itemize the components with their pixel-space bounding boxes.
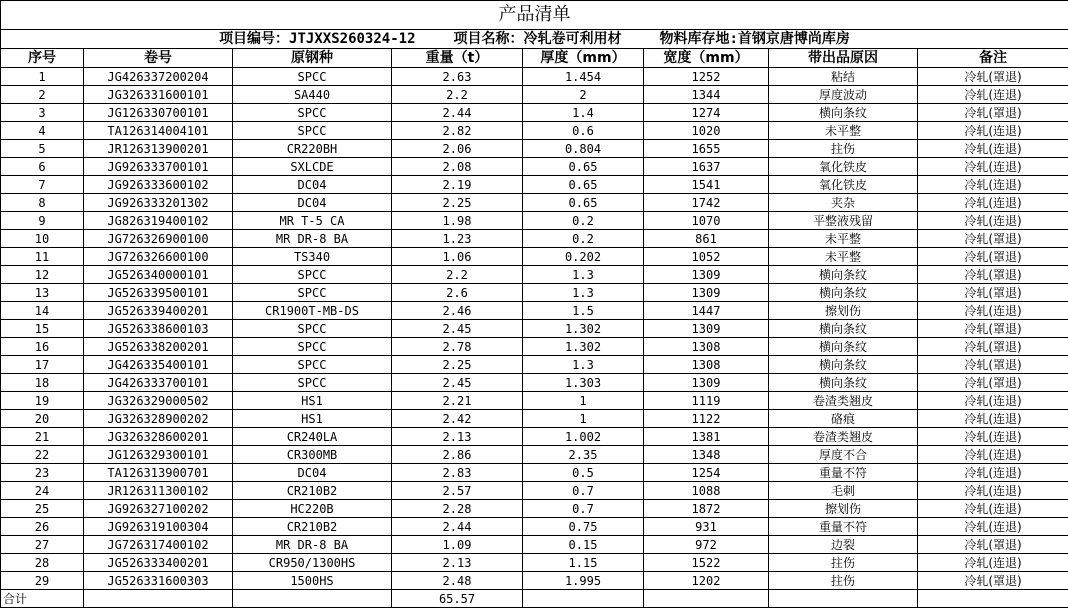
cell-weight: 1.06: [392, 248, 523, 266]
cell-remark: 冷轧(连退): [918, 212, 1068, 230]
cell-thickness: 1.3: [523, 356, 644, 374]
cell-index: 1: [1, 68, 84, 86]
col-header-index: 序号: [1, 49, 84, 68]
col-header-width: 宽度（mm）: [644, 49, 769, 68]
cell-remark: 冷轧(连退): [918, 122, 1068, 140]
cell-remark: 冷轧(连退): [918, 302, 1068, 320]
cell-index: 28: [1, 554, 84, 572]
cell-steel-grade: CR300MB: [233, 446, 392, 464]
cell-coil-no: JG726326900100: [84, 230, 233, 248]
cell-index: 14: [1, 302, 84, 320]
cell-thickness: 0.15: [523, 536, 644, 554]
cell-index: 10: [1, 230, 84, 248]
cell-remark: 冷轧(罩退): [918, 338, 1068, 356]
table-row: [1, 320, 1068, 338]
cell-weight: 2.6: [392, 284, 523, 302]
cell-index: 4: [1, 122, 84, 140]
cell-thickness: 1.3: [523, 284, 644, 302]
cell-thickness: 1.454: [523, 68, 644, 86]
table-row: [1, 392, 1068, 410]
cell-index: 2: [1, 86, 84, 104]
cell-coil-no: TA126314004101: [84, 122, 233, 140]
cell-weight: 2.21: [392, 392, 523, 410]
cell-remark: 冷轧(罩退): [918, 284, 1068, 302]
cell-steel-grade: SPCC: [233, 320, 392, 338]
cell-reason: 擦划伤: [769, 500, 918, 518]
total-empty-cell: [84, 590, 233, 608]
cell-steel-grade: CR1900T-MB-DS: [233, 302, 392, 320]
cell-thickness: 0.65: [523, 158, 644, 176]
cell-remark: 冷轧(罩退): [918, 104, 1068, 122]
cell-reason: 氧化铁皮: [769, 176, 918, 194]
table-row: [1, 248, 1068, 266]
cell-index: 13: [1, 284, 84, 302]
cell-width: 1655: [644, 140, 769, 158]
cell-remark: 冷轧(连退): [918, 554, 1068, 572]
table-row: [1, 122, 1068, 140]
table-row: [1, 140, 1068, 158]
cell-reason: 未平整: [769, 122, 918, 140]
cell-reason: 拄伤: [769, 572, 918, 590]
cell-steel-grade: CR210B2: [233, 482, 392, 500]
cell-remark: 冷轧(连退): [918, 158, 1068, 176]
cell-index: 22: [1, 446, 84, 464]
cell-index: 11: [1, 248, 84, 266]
table-row: [1, 194, 1068, 212]
cell-width: 861: [644, 230, 769, 248]
cell-coil-no: JG726326600100: [84, 248, 233, 266]
cell-remark: 冷轧(罩退): [918, 68, 1068, 86]
cell-steel-grade: DC04: [233, 464, 392, 482]
cell-steel-grade: MR DR-8 BA: [233, 536, 392, 554]
cell-weight: 2.86: [392, 446, 523, 464]
cell-thickness: 1.15: [523, 554, 644, 572]
cell-remark: 冷轧(连退): [918, 518, 1068, 536]
table-row: [1, 338, 1068, 356]
cell-reason: 边裂: [769, 536, 918, 554]
cell-width: 931: [644, 518, 769, 536]
cell-width: 1309: [644, 284, 769, 302]
cell-weight: 2.19: [392, 176, 523, 194]
cell-weight: 2.25: [392, 356, 523, 374]
cell-weight: 2.78: [392, 338, 523, 356]
cell-coil-no: JG526331600303: [84, 572, 233, 590]
cell-steel-grade: HS1: [233, 392, 392, 410]
cell-width: 1344: [644, 86, 769, 104]
table-row: [1, 212, 1068, 230]
cell-coil-no: JR126311300102: [84, 482, 233, 500]
cell-steel-grade: SA440: [233, 86, 392, 104]
cell-width: 1348: [644, 446, 769, 464]
cell-thickness: 0.75: [523, 518, 644, 536]
cell-remark: 冷轧(罩退): [918, 374, 1068, 392]
cell-width: 1309: [644, 374, 769, 392]
cell-width: 1522: [644, 554, 769, 572]
cell-width: 1742: [644, 194, 769, 212]
storage-location: 物料库存地:首钢京唐博尚库房: [660, 31, 850, 47]
cell-coil-no: JG926327100202: [84, 500, 233, 518]
cell-steel-grade: DC04: [233, 176, 392, 194]
cell-thickness: 1.302: [523, 320, 644, 338]
cell-reason: 卷渣类翘皮: [769, 392, 918, 410]
cell-reason: 未平整: [769, 230, 918, 248]
cell-weight: 2.13: [392, 428, 523, 446]
cell-coil-no: JG526340000101: [84, 266, 233, 284]
cell-reason: 拄伤: [769, 140, 918, 158]
cell-weight: 2.2: [392, 266, 523, 284]
table-row: [1, 374, 1068, 392]
cell-thickness: 1.002: [523, 428, 644, 446]
cell-reason: 硌痕: [769, 410, 918, 428]
table-row: [1, 356, 1068, 374]
cell-remark: 冷轧(罩退): [918, 266, 1068, 284]
cell-reason: 卷渣类翘皮: [769, 428, 918, 446]
cell-weight: 2.48: [392, 572, 523, 590]
cell-index: 6: [1, 158, 84, 176]
cell-remark: 冷轧(罩退): [918, 230, 1068, 248]
table-row: [1, 230, 1068, 248]
cell-coil-no: JG526338600103: [84, 320, 233, 338]
table-row: [1, 104, 1068, 122]
cell-width: 1309: [644, 266, 769, 284]
cell-width: 1381: [644, 428, 769, 446]
cell-remark: 冷轧(连退): [918, 176, 1068, 194]
cell-coil-no: TA126313900701: [84, 464, 233, 482]
cell-width: 1308: [644, 356, 769, 374]
cell-coil-no: JG526333400201: [84, 554, 233, 572]
cell-index: 27: [1, 536, 84, 554]
project-number: 项目编号：JTJXXS260324-12: [219, 31, 415, 47]
cell-steel-grade: SPCC: [233, 122, 392, 140]
cell-reason: 擦划伤: [769, 302, 918, 320]
cell-width: 1088: [644, 482, 769, 500]
cell-weight: 2.25: [392, 194, 523, 212]
total-empty-cell: [918, 590, 1068, 608]
table-row: [1, 464, 1068, 482]
cell-index: 15: [1, 320, 84, 338]
cell-coil-no: JG926319100304: [84, 518, 233, 536]
table-row: [1, 410, 1068, 428]
cell-coil-no: JG526338200201: [84, 338, 233, 356]
table-row: [1, 176, 1068, 194]
total-empty-cell: [233, 590, 392, 608]
cell-index: 9: [1, 212, 84, 230]
cell-index: 17: [1, 356, 84, 374]
cell-remark: 冷轧(连退): [918, 140, 1068, 158]
cell-coil-no: JG126329300101: [84, 446, 233, 464]
cell-thickness: 2: [523, 86, 644, 104]
cell-steel-grade: SPCC: [233, 266, 392, 284]
cell-remark: 冷轧(连退): [918, 410, 1068, 428]
cell-width: 1308: [644, 338, 769, 356]
cell-thickness: 1: [523, 392, 644, 410]
table-row: [1, 86, 1068, 104]
cell-thickness: 0.2: [523, 212, 644, 230]
page-title: 产品清单: [1, 1, 1068, 30]
cell-coil-no: JG526339400201: [84, 302, 233, 320]
cell-coil-no: JG426333700101: [84, 374, 233, 392]
cell-reason: 重量不符: [769, 518, 918, 536]
cell-width: 1254: [644, 464, 769, 482]
cell-remark: 冷轧(连退): [918, 428, 1068, 446]
cell-coil-no: JG526339500101: [84, 284, 233, 302]
cell-coil-no: JG326329000502: [84, 392, 233, 410]
cell-weight: 2.44: [392, 518, 523, 536]
cell-reason: 平整液残留: [769, 212, 918, 230]
cell-width: 1119: [644, 392, 769, 410]
cell-remark: 冷轧(罩退): [918, 320, 1068, 338]
cell-index: 20: [1, 410, 84, 428]
cell-index: 24: [1, 482, 84, 500]
cell-remark: 冷轧(连退): [918, 194, 1068, 212]
cell-steel-grade: TS340: [233, 248, 392, 266]
cell-steel-grade: SPCC: [233, 356, 392, 374]
cell-index: 25: [1, 500, 84, 518]
cell-coil-no: JG326331600101: [84, 86, 233, 104]
table-row: [1, 302, 1068, 320]
col-header-remark: 备注: [918, 49, 1068, 68]
cell-reason: 横向条纹: [769, 104, 918, 122]
cell-steel-grade: CR210B2: [233, 518, 392, 536]
table-row: [1, 500, 1068, 518]
cell-thickness: 0.5: [523, 464, 644, 482]
total-label: 合计: [1, 590, 84, 608]
cell-thickness: 2.35: [523, 446, 644, 464]
cell-reason: 横向条纹: [769, 284, 918, 302]
cell-index: 18: [1, 374, 84, 392]
cell-steel-grade: SPCC: [233, 284, 392, 302]
header-row: [1, 49, 1068, 68]
cell-weight: 2.13: [392, 554, 523, 572]
cell-width: 1541: [644, 176, 769, 194]
cell-thickness: 0.7: [523, 482, 644, 500]
cell-steel-grade: CR220BH: [233, 140, 392, 158]
cell-thickness: 0.2: [523, 230, 644, 248]
cell-index: 29: [1, 572, 84, 590]
cell-width: 1020: [644, 122, 769, 140]
cell-steel-grade: SXLCDE: [233, 158, 392, 176]
cell-width: 1122: [644, 410, 769, 428]
col-header-thickness: 厚度（mm）: [523, 49, 644, 68]
cell-thickness: 0.65: [523, 194, 644, 212]
table-row: [1, 68, 1068, 86]
cell-weight: 2.42: [392, 410, 523, 428]
cell-width: 1202: [644, 572, 769, 590]
cell-steel-grade: CR950/1300HS: [233, 554, 392, 572]
cell-remark: 冷轧(罩退): [918, 356, 1068, 374]
cell-weight: 2.46: [392, 302, 523, 320]
cell-coil-no: JG326328900202: [84, 410, 233, 428]
cell-reason: 厚度波动: [769, 86, 918, 104]
cell-steel-grade: SPCC: [233, 338, 392, 356]
cell-index: 19: [1, 392, 84, 410]
cell-index: 12: [1, 266, 84, 284]
cell-weight: 2.82: [392, 122, 523, 140]
cell-reason: 横向条纹: [769, 320, 918, 338]
cell-width: 1070: [644, 212, 769, 230]
project-info-bar: [1, 30, 1068, 49]
table-row: [1, 266, 1068, 284]
table-row: [1, 158, 1068, 176]
cell-coil-no: JG426335400101: [84, 356, 233, 374]
cell-remark: 冷轧(连退): [918, 482, 1068, 500]
cell-coil-no: JR126313900201: [84, 140, 233, 158]
cell-coil-no: JG726317400102: [84, 536, 233, 554]
cell-reason: 横向条纹: [769, 374, 918, 392]
cell-reason: 横向条纹: [769, 338, 918, 356]
cell-coil-no: JG826319400102: [84, 212, 233, 230]
cell-thickness: 1.4: [523, 104, 644, 122]
cell-index: 5: [1, 140, 84, 158]
cell-reason: 未平整: [769, 248, 918, 266]
cell-thickness: 1: [523, 410, 644, 428]
cell-thickness: 1.302: [523, 338, 644, 356]
col-header-coil-no: 卷号: [84, 49, 233, 68]
cell-reason: 氧化铁皮: [769, 158, 918, 176]
cell-weight: 2.57: [392, 482, 523, 500]
table-row: [1, 428, 1068, 446]
cell-index: 21: [1, 428, 84, 446]
cell-index: 8: [1, 194, 84, 212]
cell-weight: 2.83: [392, 464, 523, 482]
cell-weight: 2.44: [392, 104, 523, 122]
cell-reason: 横向条纹: [769, 266, 918, 284]
cell-width: 1052: [644, 248, 769, 266]
cell-width: 1274: [644, 104, 769, 122]
cell-index: 16: [1, 338, 84, 356]
cell-weight: 2.45: [392, 374, 523, 392]
cell-index: 23: [1, 464, 84, 482]
cell-weight: 1.23: [392, 230, 523, 248]
cell-index: 26: [1, 518, 84, 536]
cell-weight: 1.98: [392, 212, 523, 230]
cell-reason: 夹杂: [769, 194, 918, 212]
cell-steel-grade: SPCC: [233, 374, 392, 392]
cell-width: 1637: [644, 158, 769, 176]
table-row: [1, 482, 1068, 500]
cell-coil-no: JG926333600102: [84, 176, 233, 194]
cell-weight: 1.09: [392, 536, 523, 554]
cell-width: 1252: [644, 68, 769, 86]
cell-steel-grade: 1500HS: [233, 572, 392, 590]
cell-steel-grade: HS1: [233, 410, 392, 428]
table-row: [1, 536, 1068, 554]
cell-steel-grade: SPCC: [233, 68, 392, 86]
table-row: [1, 572, 1068, 590]
total-empty-cell: [644, 590, 769, 608]
cell-remark: 冷轧(罩退): [918, 572, 1068, 590]
total-row: [1, 590, 1068, 608]
cell-coil-no: JG426337200204: [84, 68, 233, 86]
cell-thickness: 0.804: [523, 140, 644, 158]
cell-remark: 冷轧(连退): [918, 86, 1068, 104]
cell-index: 3: [1, 104, 84, 122]
cell-remark: 冷轧(连退): [918, 500, 1068, 518]
cell-coil-no: JG326328600201: [84, 428, 233, 446]
table-row: [1, 284, 1068, 302]
col-header-weight: 重量（t）: [392, 49, 523, 68]
cell-steel-grade: SPCC: [233, 104, 392, 122]
cell-coil-no: JG926333201302: [84, 194, 233, 212]
cell-thickness: 0.202: [523, 248, 644, 266]
table-row: [1, 518, 1068, 536]
cell-width: 1447: [644, 302, 769, 320]
cell-remark: 冷轧(罩退): [918, 536, 1068, 554]
cell-reason: 重量不符: [769, 464, 918, 482]
cell-remark: 冷轧(连退): [918, 464, 1068, 482]
cell-thickness: 1.3: [523, 266, 644, 284]
cell-thickness: 0.6: [523, 122, 644, 140]
cell-width: 1872: [644, 500, 769, 518]
table-row: [1, 554, 1068, 572]
cell-width: 972: [644, 536, 769, 554]
cell-thickness: 0.7: [523, 500, 644, 518]
cell-remark: 冷轧(连退): [918, 446, 1068, 464]
project-name: 项目名称：冷轧卷可利用材: [454, 31, 622, 47]
col-header-steel-grade: 原钢种: [233, 49, 392, 68]
cell-reason: 横向条纹: [769, 356, 918, 374]
cell-remark: 冷轧(连退): [918, 392, 1068, 410]
cell-coil-no: JG126330700101: [84, 104, 233, 122]
total-weight: 65.57: [392, 590, 523, 608]
table-row: [1, 446, 1068, 464]
cell-weight: 2.63: [392, 68, 523, 86]
cell-reason: 粘结: [769, 68, 918, 86]
cell-steel-grade: HC220B: [233, 500, 392, 518]
total-empty-cell: [769, 590, 918, 608]
cell-steel-grade: CR240LA: [233, 428, 392, 446]
cell-reason: 拄伤: [769, 554, 918, 572]
cell-steel-grade: DC04: [233, 194, 392, 212]
col-header-reason: 带出品原因: [769, 49, 918, 68]
cell-reason: 厚度不合: [769, 446, 918, 464]
cell-weight: 2.45: [392, 320, 523, 338]
cell-reason: 毛刺: [769, 482, 918, 500]
cell-weight: 2.06: [392, 140, 523, 158]
cell-thickness: 1.5: [523, 302, 644, 320]
cell-weight: 2.28: [392, 500, 523, 518]
cell-index: 7: [1, 176, 84, 194]
cell-thickness: 0.65: [523, 176, 644, 194]
cell-coil-no: JG926333700101: [84, 158, 233, 176]
cell-remark: 冷轧(罩退): [918, 248, 1068, 266]
cell-steel-grade: MR T-5 CA: [233, 212, 392, 230]
total-empty-cell: [523, 590, 644, 608]
cell-width: 1309: [644, 320, 769, 338]
cell-thickness: 1.303: [523, 374, 644, 392]
cell-thickness: 1.995: [523, 572, 644, 590]
cell-steel-grade: MR DR-8 BA: [233, 230, 392, 248]
cell-weight: 2.2: [392, 86, 523, 104]
cell-weight: 2.08: [392, 158, 523, 176]
